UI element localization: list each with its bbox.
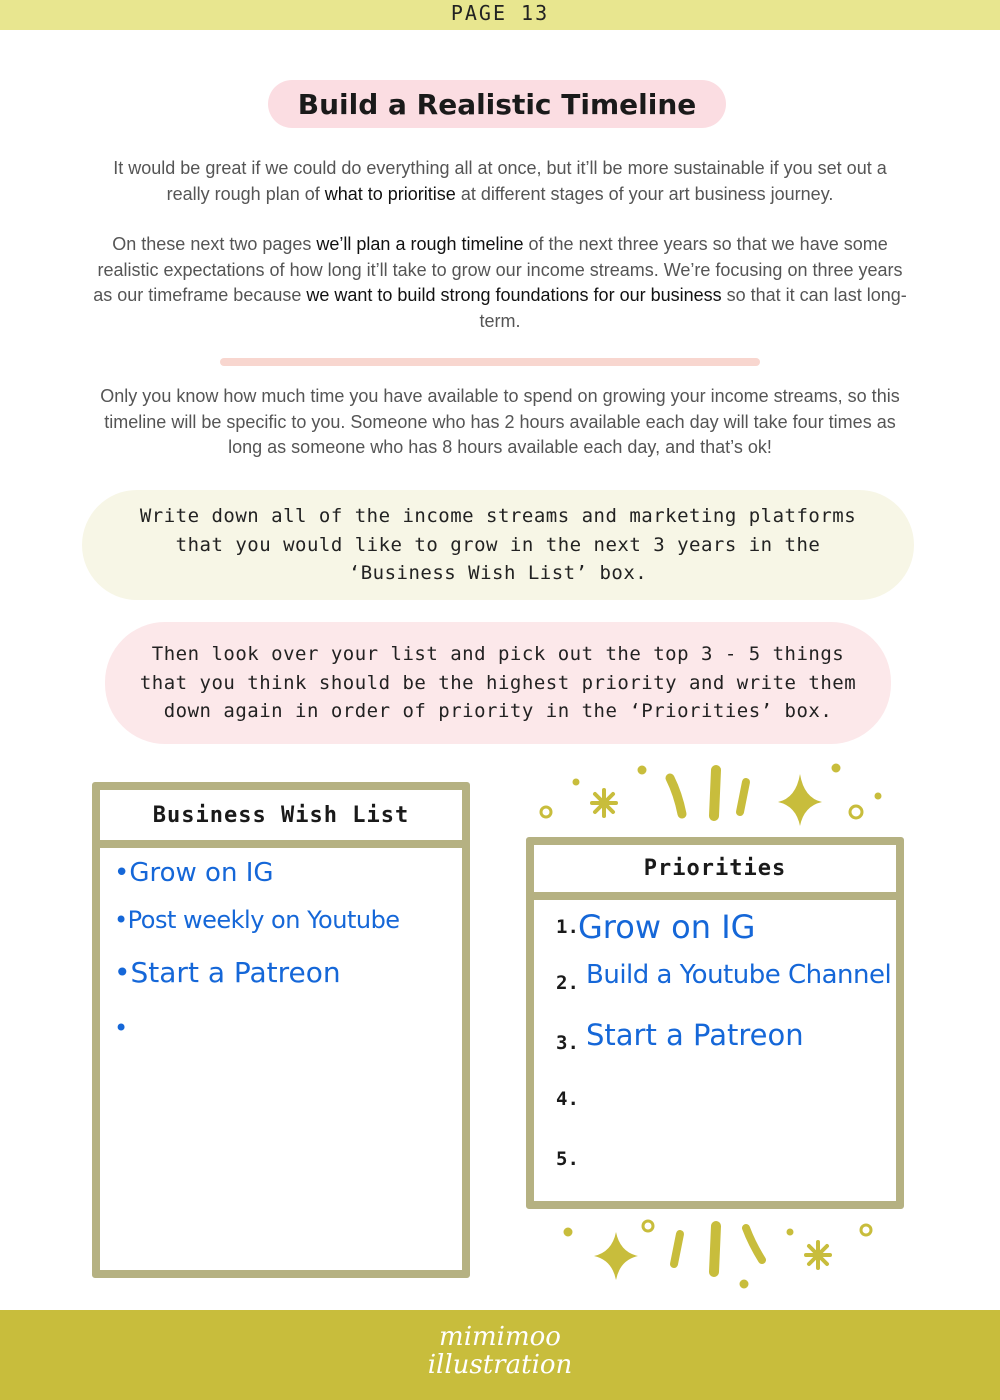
instruction-step-1: Write down all of the income streams and marketing platforms that you would like to grow in the next 3 years in the ‘Business Wish List’ box. — [139, 505, 857, 585]
title-banner — [268, 80, 726, 128]
priority-number: 3. — [556, 1032, 579, 1054]
intro-text: so that it can last long-term. — [479, 285, 907, 331]
wish-list-item: •Post weekly on Youtube — [114, 906, 400, 934]
page-title: Build a Realistic Timeline — [297, 87, 697, 121]
instruction-step-1-panel — [82, 490, 914, 600]
instruction-step-2: Then look over your list and pick out the top 3 - 5 things that you think should be the highest priority and write them down again in order of priority in the ‘Priorities’ box. — [139, 643, 857, 723]
intro-paragraph-2 — [90, 232, 910, 334]
intro-paragraph-3: Only you know how much time you have available to spend on growing your income streams, so this timeline will be specific to you. Someone who has 2 hours available each day will take four times as long as someone who has 8 hours available each day, and that’s ok! — [100, 386, 900, 457]
wish-list-item: •Start a Patreon — [114, 956, 341, 989]
wish-list-title: Business Wish List — [100, 790, 462, 848]
sparkle-decoration-bottom-icon — [556, 1214, 876, 1294]
priority-number: 2. — [556, 972, 579, 994]
instruction-step-2-panel — [105, 622, 891, 744]
footer-logo-line-2: illustration — [427, 1350, 573, 1380]
intro-text: at different stages of your art business journey. — [455, 183, 834, 204]
priority-item: Grow on IG — [578, 908, 756, 946]
priorities-title: Priorities — [534, 845, 896, 900]
page-number: PAGE 13 — [450, 1, 550, 25]
intro-emphasis: we’ll plan a rough timeline — [316, 234, 524, 254]
wish-list-item: • — [114, 1014, 129, 1042]
wish-list-item: •Grow on IG — [114, 858, 274, 888]
priority-item: Start a Patreon — [586, 1018, 804, 1052]
intro-text: On these next two pages — [112, 234, 317, 254]
priority-number: 1. — [556, 916, 579, 938]
business-wish-list-box — [92, 782, 470, 1278]
intro-text: of the next three years so that we have some realistic expectations of how long it’ll take to grow our income streams. We’re focusing on three years as our timeframe because — [93, 234, 903, 305]
intro-emphasis: we want to build strong foundations for our business — [306, 285, 722, 305]
priority-item: Build a Youtube Channel — [586, 960, 892, 990]
priority-number: 5. — [556, 1148, 579, 1170]
footer-logo-line-1: mimimoo — [439, 1322, 561, 1352]
sparkle-decoration-top-icon — [530, 760, 890, 830]
section-divider — [220, 358, 760, 366]
intro-text: It would be great if we could do everything all at once, but it’ll be more sustainable if you set out a really rough plan of — [113, 158, 887, 204]
intro-paragraph-1 — [90, 156, 910, 207]
intro-emphasis: what to prioritise — [324, 183, 456, 204]
priority-number: 4. — [556, 1088, 579, 1110]
